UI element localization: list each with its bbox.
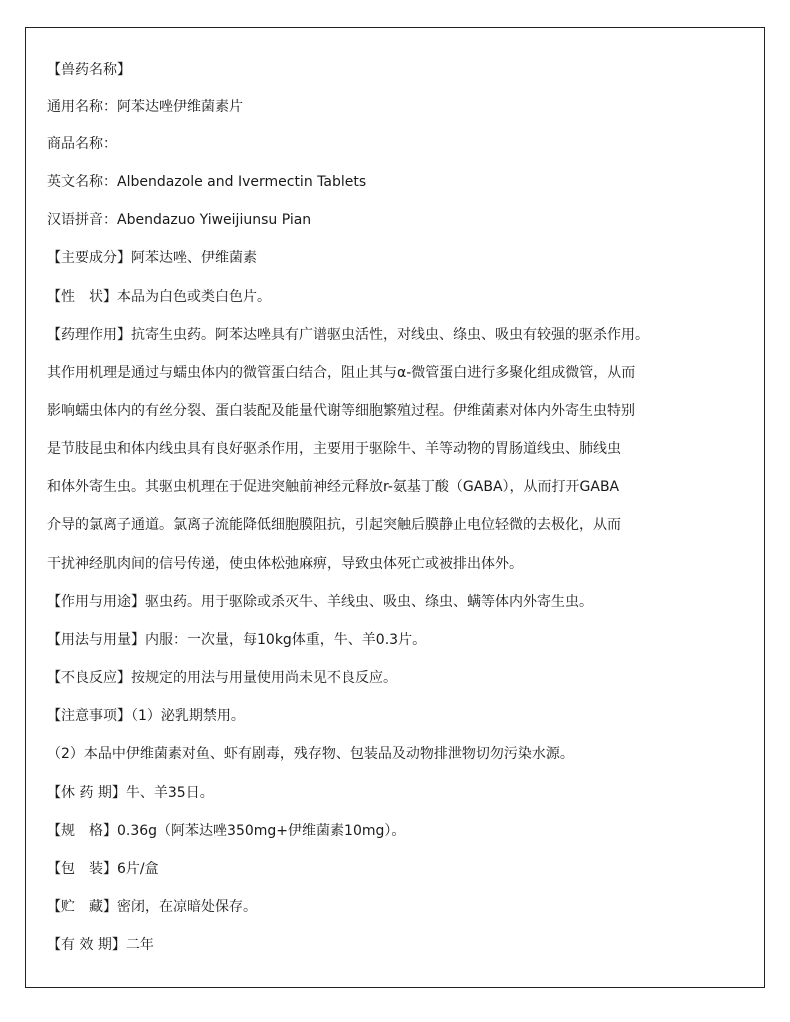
english-name-line: 英文名称：Albendazole and Ivermectin Tablets — [47, 174, 367, 190]
pharmacology-line-5: 和体外寄生虫。其驱虫机理在于促进突触前神经元释放r-氨基丁酸（GABA），从而打开GABA — [47, 479, 620, 495]
pharmacology-line-6: 介导的氯离子通道。氯离子流能降低细胞膜阻抗，引起突触后膜静止电位轻微的去极化，从而 — [47, 517, 621, 533]
trade-name-line: 商品名称： — [47, 136, 117, 152]
dosage-line: 【用法与用量】内服：一次量，每10kg体重，牛、羊0.3片。 — [47, 632, 427, 648]
packaging-line: 【包 装】6片/盒 — [47, 861, 159, 877]
main-ingredients-line: 【主要成分】阿苯达唑、伊维菌素 — [47, 250, 257, 266]
pinyin-line: 汉语拼音：Abendazuo Yiweijiunsu Pian — [47, 212, 312, 228]
storage-line: 【贮 藏】密闭，在凉暗处保存。 — [47, 899, 257, 915]
precautions-line-2: （2）本品中伊维菌素对鱼、虾有剧毒，残存物、包装品及动物排泄物切勿污染水源。 — [47, 746, 574, 762]
pharmacology-line-7: 干扰神经肌肉间的信号传递，使虫体松弛麻痹，导致虫体死亡或被排出体外。 — [47, 556, 523, 572]
adverse-reactions-line: 【不良反应】按规定的用法与用量使用尚未见不良反应。 — [47, 670, 397, 686]
pharmacology-line-2: 其作用机理是通过与蠕虫体内的微管蛋白结合，阻止其与α-微管蛋白进行多聚化组成微管，从而 — [47, 365, 636, 381]
generic-name-line: 通用名称：阿苯达唑伊维菌素片 — [47, 99, 243, 115]
shelf-life-line: 【有 效 期】二年 — [47, 937, 154, 953]
pharmacology-line-1: 【药理作用】抗寄生虫药。阿苯达唑具有广谱驱虫活性，对线虫、绦虫、吸虫有较强的驱杀作用。 — [47, 327, 649, 343]
pharmacology-line-4: 是节肢昆虫和体内线虫具有良好驱杀作用，主要用于驱除牛、羊等动物的胃肠道线虫、肺线虫 — [47, 441, 621, 457]
pharmacology-line-3: 影响蠕虫体内的有丝分裂、蛋白装配及能量代谢等细胞繁殖过程。伊维菌素对体内外寄生虫特别 — [47, 403, 635, 419]
section-vet-drug-name-heading: 【兽药名称】 — [47, 62, 131, 78]
indications-line: 【作用与用途】驱虫药。用于驱除或杀灭牛、羊线虫、吸虫、绦虫、螨等体内外寄生虫。 — [47, 594, 593, 610]
withdrawal-period-line: 【休 药 期】牛、羊35日。 — [47, 785, 214, 801]
appearance-line: 【性 状】本品为白色或类白色片。 — [47, 289, 271, 305]
precautions-line-1: 【注意事项】（1）泌乳期禁用。 — [47, 708, 245, 724]
specification-line: 【规 格】0.36g（阿苯达唑350mg+伊维菌素10mg）。 — [47, 823, 406, 839]
